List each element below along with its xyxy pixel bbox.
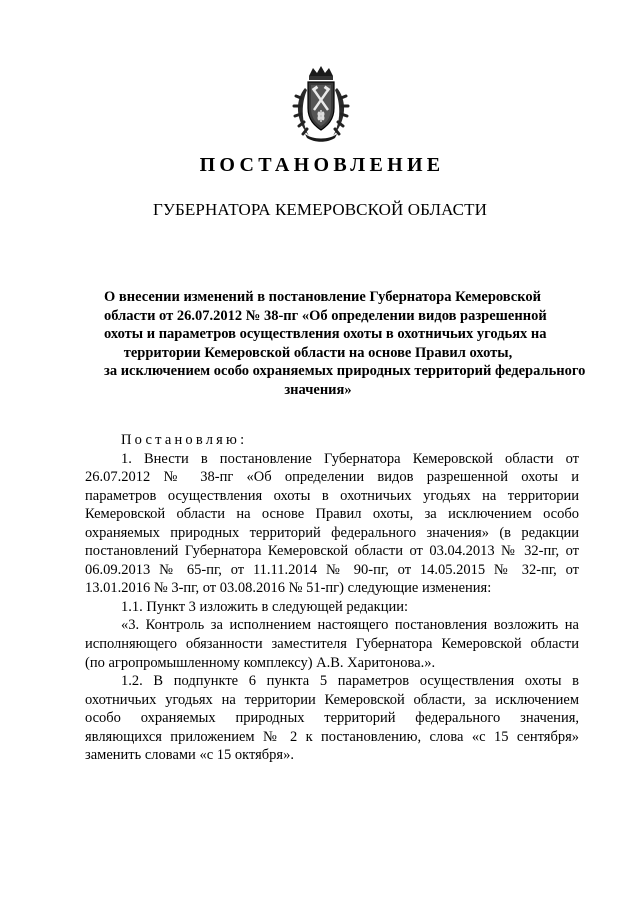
body-line: 26.07.2012 № 38-пг «Об определении видов разрешенной охоты и (85, 469, 579, 486)
document-subject (104, 288, 586, 400)
document-type-title: ПОСТАНОВЛЕНИЕ (199, 154, 445, 176)
body-line: 1. Внести в постановление Губернатора Кемеровской области от (121, 450, 579, 467)
subject-line: территории Кемеровской области на основе Правил охоты, (123, 344, 513, 361)
body-line: заменить словами «с 15 октября». (85, 747, 294, 764)
body-line: охотничьих угодьях на территории Кемеровской области, за исключением (85, 691, 579, 708)
body-line: особо охраняемых природных территорий федерального значения, (85, 710, 579, 727)
body-line: (по агропромышленному комплексу) А.В. Харитонова.». (85, 654, 436, 671)
body-line: являющихся приложением № 2 к постановлению, слова «с 15 сентября» (85, 728, 579, 745)
body-line: охраняемых природных территорий федерального значения» (в редакции (85, 524, 579, 541)
subject-line: области от 26.07.2012 № 38-пг «Об определении видов разрешенной (104, 307, 547, 324)
decree-word: Постановляю: (121, 432, 248, 448)
body-line: постановлений Губернатора Кемеровской области от 03.04.2013 № 32-пг, от (85, 543, 579, 560)
document-body (85, 431, 579, 765)
subject-line: значения» (284, 381, 352, 398)
body-line: параметров осуществления охоты в охотничьих угодьях на территории (85, 487, 579, 504)
subject-line: О внесении изменений в постановление Губернатора Кемеровской (104, 289, 541, 305)
body-line: Кемеровской области на основе Правил охоты, за исключением особо (85, 506, 579, 523)
subject-line: за исключением особо охраняемых природных территорий федерального (104, 363, 586, 380)
body-line: «3. Контроль за исполнением настоящего постановления возложить на (121, 617, 579, 634)
issuer-title: ГУБЕРНАТОРА КЕМЕРОВСКОЙ ОБЛАСТИ (152, 200, 487, 219)
body-line: 06.09.2013 № 65-пг, от 11.11.2014 № 90-пг, от 14.05.2015 № 32-пг, от (85, 561, 579, 578)
body-line: 13.01.2016 № 3-пг, от 03.08.2016 № 51-пг) следующие изменения: (85, 580, 492, 597)
subject-line: охоты и параметров осуществления охоты в охотничьих угодьях на (104, 326, 547, 343)
body-line: 1.1. Пункт 3 изложить в следующей редакции: (121, 598, 409, 615)
body-line: исполняющего обязанности заместителя Губернатора Кемеровской области (85, 636, 579, 653)
coat-of-arms-icon (291, 64, 351, 144)
body-line: 1.2. В подпункте 6 пункта 5 параметров осуществления охоты в (121, 673, 579, 690)
